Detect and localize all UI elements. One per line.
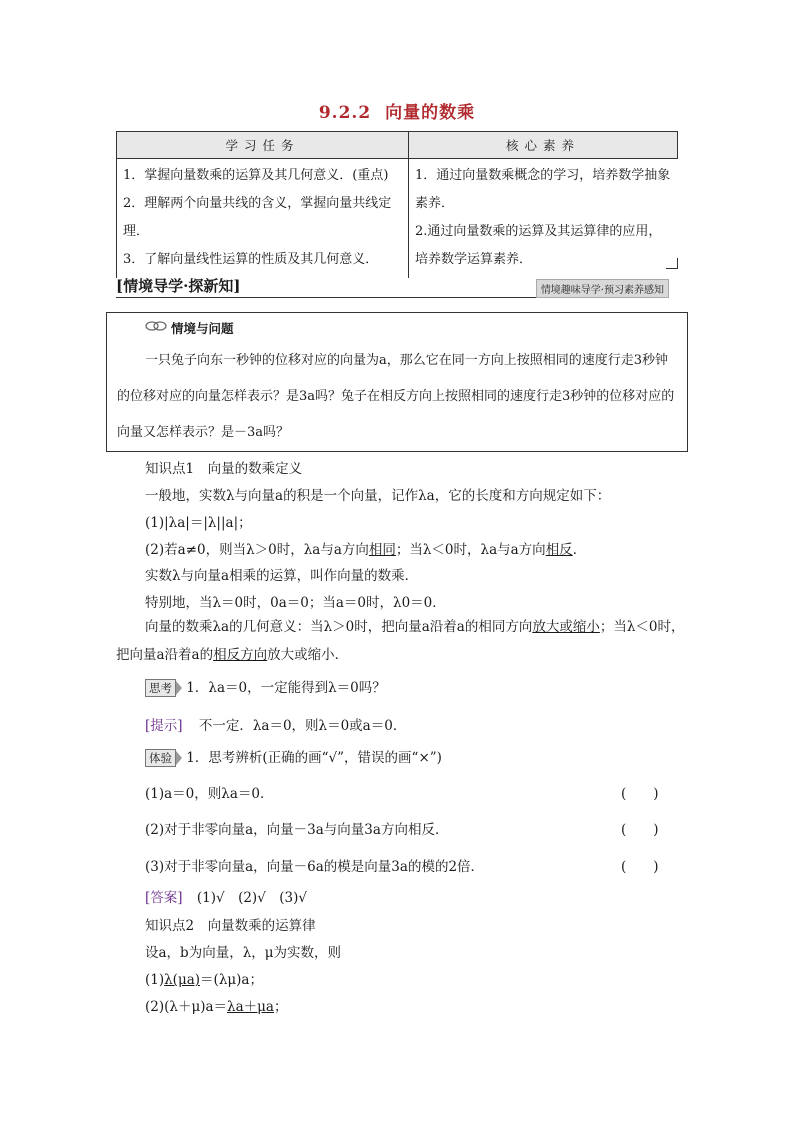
- hint-label: [提示]: [145, 718, 183, 734]
- k1-rule-2-part: ；当λ＜0时，λa与a方向: [395, 542, 546, 558]
- learning-tasks-cell: [117, 159, 409, 279]
- scenario-icon: [145, 320, 167, 332]
- k2-law-part: (1): [145, 972, 165, 988]
- k1-geo-part: 放大或缩小．: [267, 647, 349, 663]
- answer-paren-3: ( ): [621, 859, 659, 875]
- section-heading: [情境导学·探新知]: [116, 277, 241, 295]
- header-learning-tasks: 学习任务: [117, 132, 409, 159]
- think-label: 思考: [145, 679, 176, 697]
- literacy-item: 1．通过向量数乘概念的学习，培养数学抽象素养．: [415, 168, 671, 211]
- judgement-item-2: (2)对于非零向量a，向量－3a与向量3a方向相反．: [145, 822, 449, 838]
- k1-rule-2-opposite: 相反: [545, 542, 573, 558]
- experience-label: 体验: [145, 749, 176, 767]
- knowledge-point-1-heading: 知识点1 向量的数乘定义: [145, 461, 303, 477]
- experience-line: [145, 746, 442, 767]
- table-corner-line: [677, 258, 678, 269]
- task-item: 2．理解两个向量共线的含义，掌握向量共线定理．: [123, 196, 392, 239]
- k2-law-part: ＝(λμ)a；: [200, 972, 263, 988]
- answer-text: (1)√ (2)√ (3)√: [196, 890, 308, 906]
- hint-text: 不一定．λa＝0，则λ＝0或a＝0．: [198, 718, 407, 734]
- objectives-table: [116, 131, 678, 278]
- literacy-item: 2.通过向量数乘的运算及其运算律的应用，培养数学运算素养．: [415, 224, 662, 267]
- k2-law-2: [145, 995, 287, 1015]
- k1-rule-2-same: 相同: [368, 542, 396, 558]
- k1-rule-2: [145, 538, 586, 558]
- k1-rule-2-part: (2)若a≠0，则当λ＞0时，λa与a方向: [145, 542, 369, 558]
- scenario-box: [106, 312, 688, 452]
- k1-geo-part: 向量的数乘λa的几何意义：当λ＞0时，把向量a沿着a的相同方向: [145, 619, 533, 635]
- answer-paren-1: ( ): [621, 786, 659, 802]
- section-tag: 情境趣味导学·预习素养感知: [536, 279, 669, 298]
- k1-geo-scale: 放大或缩小: [532, 619, 600, 635]
- section-title: [0, 98, 794, 123]
- judgement-item-3: (3)对于非零向量a，向量－6a的模是向量3a的模的2倍．: [145, 859, 485, 875]
- k1-special: 特别地，当λ＝0时，0a＝0；当a＝0时，λ0＝0．: [145, 595, 446, 611]
- k2-law-2-answer: λa＋μa: [227, 999, 274, 1015]
- k2-intro: 设a，b为向量，λ，μ为实数，则: [145, 945, 342, 961]
- k1-rule-1: (1)|λa|＝|λ||a|；: [145, 515, 252, 531]
- judgement-item-1: (1)a＝0，则λa＝0．: [145, 786, 274, 802]
- k1-geo-part: ；当λ＜0时，把向量a沿着a的: [116, 619, 685, 663]
- knowledge-point-2-heading: 知识点2 向量数乘的运算律: [145, 918, 316, 934]
- scenario-text: 一只兔子向东一秒钟的位移对应的向量为a，那么它在同一方向上按照相同的速度行走3秒钟的位移对应的向量怎样表示？是3a吗？兔子在相反方向上按照相同的速度行走3秒钟的位移对应的向量又怎样表示？是－3a吗？: [117, 353, 675, 440]
- header-core-literacy: 核心素养: [409, 132, 678, 159]
- task-item: 1．掌握向量数乘的运算及其几何意义．(重点): [123, 168, 389, 183]
- answer-paren-2: ( ): [621, 822, 659, 838]
- answer-line: [145, 886, 307, 906]
- k1-geometric-meaning: [116, 613, 686, 669]
- task-item: 3．了解向量线性运算的性质及其几何意义．: [123, 252, 379, 267]
- k1-rule-2-part: ．: [572, 542, 587, 558]
- core-literacy-cell: [409, 159, 678, 279]
- k1-definition: 实数λ与向量a相乘的运算，叫作向量的数乘．: [145, 568, 419, 584]
- hint-line: [145, 714, 406, 734]
- title-number: 9.2.2: [318, 103, 372, 123]
- title-text: 向量的数乘: [385, 103, 476, 123]
- k2-law-1-answer: λ(μa): [164, 972, 201, 988]
- k1-geo-opposite: 相反方向: [213, 647, 268, 663]
- section-header: [116, 275, 669, 298]
- k2-law-part: (2)(λ＋μ)a＝: [145, 999, 228, 1015]
- scenario-title: 情境与问题: [171, 321, 234, 336]
- k2-law-part: ；: [273, 999, 288, 1015]
- k1-intro: 一般地，实数λ与向量a的积是一个向量，记作λa，它的长度和方向规定如下：: [145, 488, 611, 504]
- think-text: 1．λa＝0，一定能得到λ＝0吗？: [186, 680, 386, 696]
- think-line: [145, 676, 386, 697]
- k2-law-1: [145, 968, 263, 988]
- experience-text: 1．思考辨析(正确的画“√”，错误的画“×”): [186, 750, 442, 766]
- answer-label: [答案]: [145, 890, 183, 906]
